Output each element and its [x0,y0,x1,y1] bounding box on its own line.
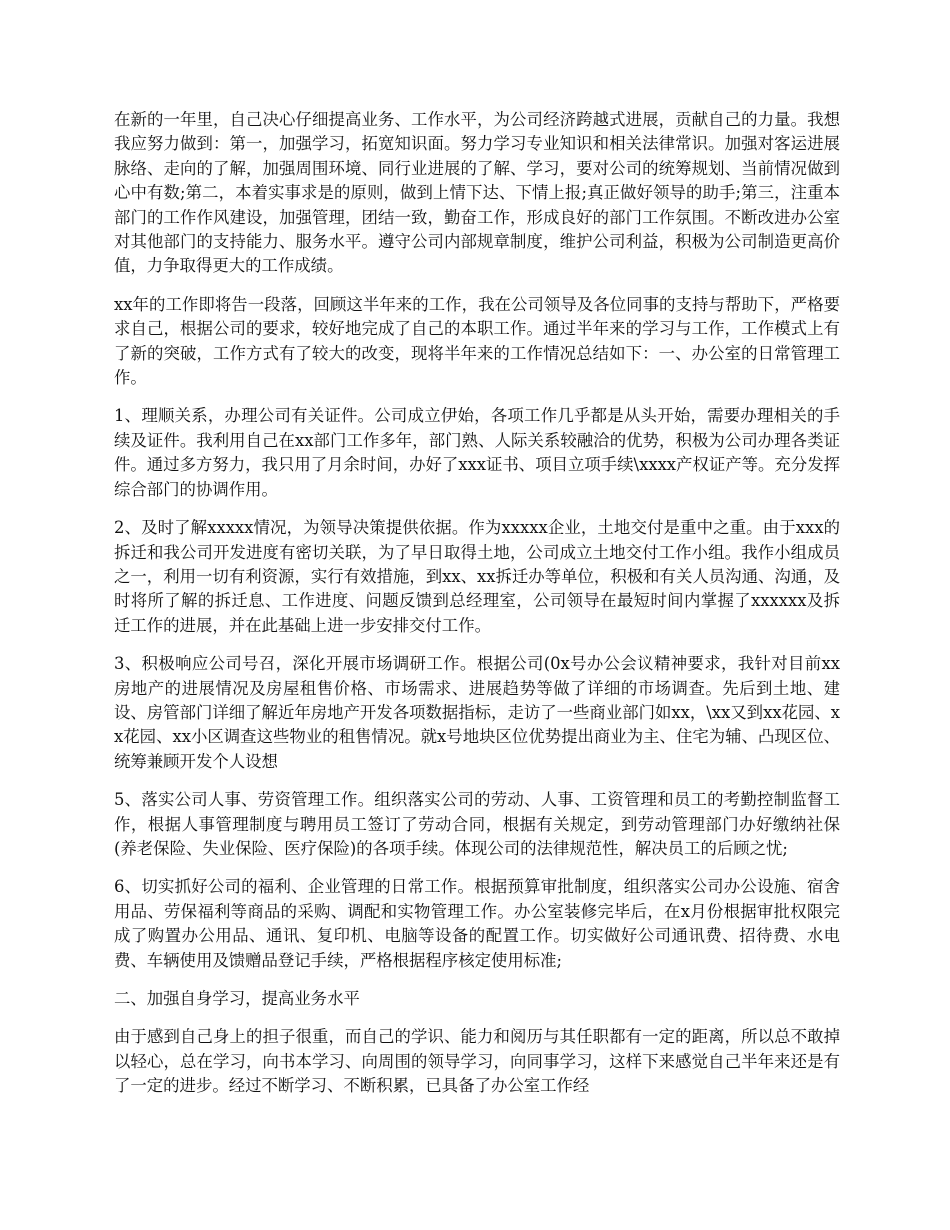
section-heading-self-study: 二、加强自身学习，提高业务水平 [114,989,360,1008]
paragraph-item-1-certificates: 1、理顺关系，办理公司有关证件。公司成立伊始，各项工作几乎都是从头开始，需要办理相关的手续及证件。我利用自己在xx部门工作多年，部门熟、人际关系较融洽的优势，积极为公司办理各类证件。通过多方努力，我只用了月余时间，办好了xxx证书、项目立项手续\xxxx产权证产等。充分发挥综合部门的协调作用。 [114,406,840,499]
paragraph-new-year-plan: 在新的一年里，自己决心仔细提高业务、工作水平，为公司经济跨越式进展，贡献自己的力量。我想我应努力做到：第一，加强学习，拓宽知识面。努力学习专业知识和相关法律常识。加强对客运进展脉络、走向的了解，加强周围环境、同行业进展的了解、学习，要对公司的统筹规划、当前情况做到心中有数;第二，本着实事求是的原则，做到上情下达、下情上报;真正做好领导的助手;第三，注重本部门的工作作风建设，加强管理，团结一致，勤奋工作，形成良好的部门工作氛围。不断改进办公室对其他部门的支持能力、服务水平。遵守公司内部规章制度，维护公司利益，积极为公司制造更高价值，力争取得更大的工作成绩。 [114,110,840,276]
document-body [114,108,840,1113]
paragraph-item-6-welfare: 6、切实抓好公司的福利、企业管理的日常工作。根据预算审批制度，组织落实公司办公设施、宿舍用品、劳保福利等商品的采购、调配和实物管理工作。办公室装修完毕后，在x月份根据审批权限完成了购置办公用品、通讯、复印机、电脑等设备的配置工作。切实做好公司通讯费、招待费、水电费、车辆使用及馈赠品登记手续，严格根据程序核定使用标准; [114,877,840,970]
paragraph-item-2-land-delivery: 2、及时了解xxxxx情况，为领导决策提供依据。作为xxxxx企业，土地交付是重中之重。由于xxx的拆迁和我公司开发进度有密切关联，为了早日取得土地，公司成立土地交付工作小组。我作小组成员之一，利用一切有利资源，实行有效措施，到xx、xx拆迁办等单位，积极和有关人员沟通、沟通，及时将所了解的拆迁息、工作进度、问题反馈到总经理室，公司领导在最短时间内掌握了xxxxxx及拆迁工作的进展，并在此基础上进一步安排交付工作。 [114,518,840,635]
paragraph-half-year-intro: xx年的工作即将告一段落，回顾这半年来的工作，我在公司领导及各位同事的支持与帮助下，严格要求自己，根据公司的要求，较好地完成了自己的本职工作。通过半年来的学习与工作，工作模式上有了新的突破，工作方式有了较大的改变，现将半年来的工作情况总结如下：一、办公室的日常管理工作。 [114,294,840,388]
paragraph-item-5-personnel: 5、落实公司人事、劳资管理工作。组织落实公司的劳动、人事、工资管理和员工的考勤控制监督工作，根据人事管理制度与聘用员工签订了劳动合同，根据有关规定，到劳动管理部门办好缴纳社保(养老保险、失业保险、医疗保险)的各项手续。体现公司的法律规范性，解决员工的后顾之忧; [114,790,840,858]
paragraph-item-3-market-research: 3、积极响应公司号召，深化开展市场调研工作。根据公司(0x号办公会议精神要求，我针对目前xx房地产的进展情况及房屋租售价格、市场需求、进展趋势等做了详细的市场调查。先后到土地、建设、房管部门详细了解近年房地产开发各项数据指标，走访了一些商业部门如xx，\xx又到xx花园、xx花园、xx小区调查这些物业的租售情况。就x号地块区位优势提出商业为主、住宅为辅、凸现区位、统筹兼顾开发个人设想 [114,654,840,771]
paragraph-self-study: 由于感到自己身上的担子很重，而自己的学识、能力和阅历与其任职都有一定的距离，所以总不敢掉以轻心，总在学习，向书本学习、向周围的领导学习，向同事学习，这样下来感觉自己半年来还是有了一定的进步。经过不断学习、不断积累，已具备了办公室工作经 [114,1027,840,1096]
